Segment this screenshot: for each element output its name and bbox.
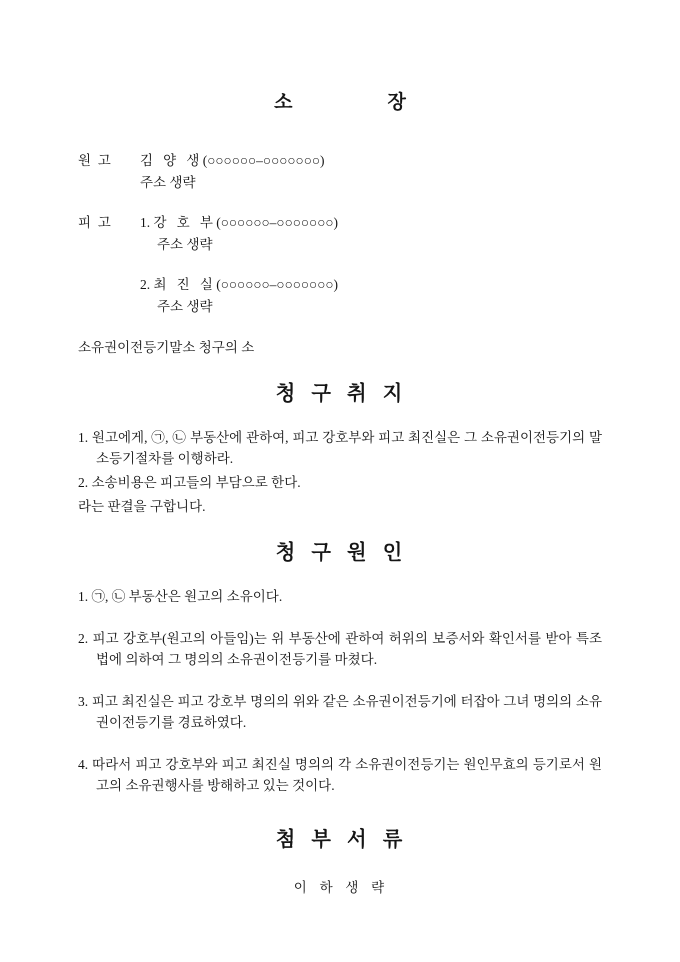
party-line	[78, 151, 602, 172]
party-role-label: 피 고	[78, 215, 111, 231]
claim-cause-item: 1. ㉠, ㉡ 부동산은 원고의 소유이다.	[78, 589, 283, 605]
party-address: 주소 생략	[157, 299, 213, 315]
claim-purpose-heading: 청 구 취 지	[275, 382, 405, 405]
defendant-block-2	[78, 275, 602, 318]
claim-purpose-item: 2. 소송비용은 피고들의 부담으로 한다.	[78, 475, 301, 491]
party-line	[78, 213, 602, 234]
party-name-and-id: 1. 강 호 부 (○○○○○○–○○○○○○○)	[140, 215, 338, 231]
party-name-and-id: 2. 최 진 실 (○○○○○○–○○○○○○○)	[140, 277, 338, 293]
claim-cause-item: 4. 따라서 피고 강호부와 피고 최진실 명의의 각 소유권이전등기는 원인무효의 등기로서 원고의 소유권행사를 방해하고 있는 것이다.	[78, 756, 602, 793]
party-line	[78, 275, 602, 296]
attachments-section	[78, 825, 602, 899]
attachments-body: 이 하 생 략	[293, 880, 387, 896]
claim-purpose-section	[78, 379, 602, 518]
parties-section	[78, 151, 602, 318]
claim-cause-items	[78, 587, 602, 796]
plaintiff-block	[78, 151, 602, 194]
party-role-label: 원 고	[78, 153, 111, 169]
claim-purpose-items	[78, 428, 602, 494]
party-address: 주소 생략	[157, 237, 213, 253]
claim-purpose-closing: 라는 판결을 구합니다.	[78, 499, 206, 515]
party-role-label	[78, 275, 140, 296]
party-name-and-id: 김 양 생 (○○○○○○–○○○○○○○)	[140, 153, 325, 169]
claim-purpose-item: 1. 원고에게, ㉠, ㉡ 부동산에 관하여, 피고 강호부와 피고 최진실은 그 소유권이전등기의 말소등기절차를 이행하라.	[78, 430, 602, 467]
defendant-block-1	[78, 213, 602, 256]
claim-cause-heading: 청 구 원 인	[275, 541, 405, 564]
claim-cause-item: 2. 피고 강호부(원고의 아들임)는 위 부동산에 관하여 허위의 보증서와 확인서를 받아 특조법에 의하여 그 명의의 소유권이전등기를 마쳤다.	[78, 631, 602, 668]
case-title: 소유권이전등기말소 청구의 소	[78, 339, 255, 355]
claim-cause-item: 3. 피고 최진실은 피고 강호부 명의의 위와 같은 소유권이전등기에 터잡아 그녀 명의의 소유권이전등기를 경료하였다.	[78, 694, 602, 731]
attachments-heading: 첨 부 서 류	[275, 828, 405, 851]
claim-cause-section	[78, 538, 602, 797]
document-title: 소장	[274, 92, 501, 113]
party-address: 주소 생략	[140, 175, 196, 191]
